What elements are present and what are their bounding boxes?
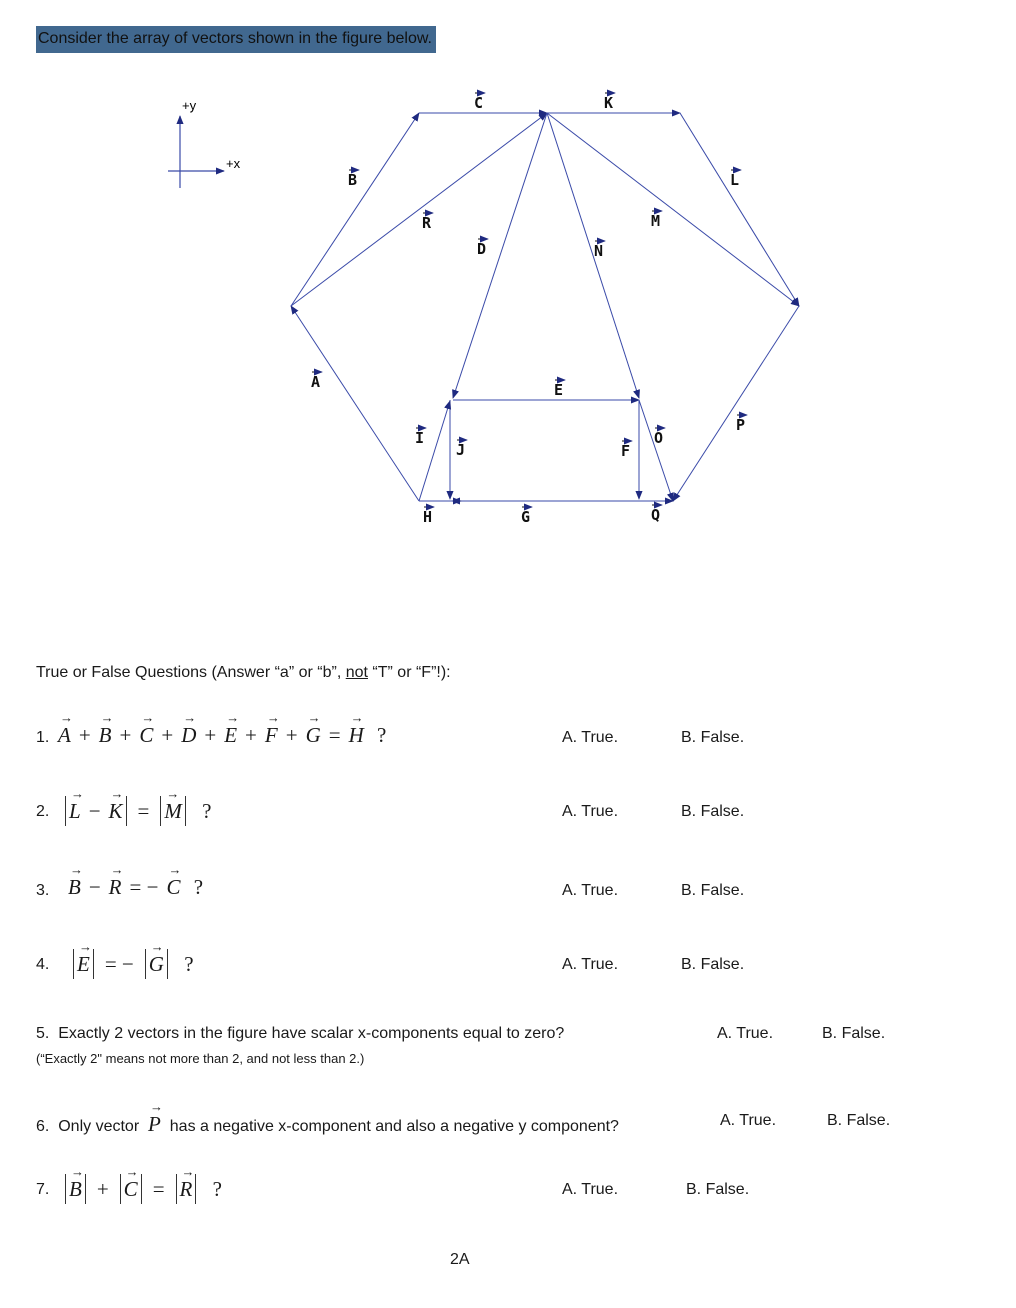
question-3-expression: → B −→ R = −→ C ? — [68, 875, 211, 900]
question-5-note: (“Exactly 2" means not more than 2, and not less than 2.) — [36, 1051, 365, 1066]
y-axis-label: +y — [182, 98, 197, 113]
question-4-false[interactable]: B. False. — [681, 956, 745, 973]
label-f — [621, 441, 632, 460]
vector-figure — [0, 0, 1016, 620]
vector-b — [291, 113, 419, 306]
question-5-false[interactable]: B. False. — [822, 1025, 886, 1042]
label-o — [654, 428, 665, 447]
question-3-true[interactable]: A. True. — [562, 882, 619, 899]
question-1-false[interactable]: B. False. — [681, 729, 745, 746]
svg-text:C: C — [474, 94, 484, 112]
vector-labels — [311, 93, 747, 526]
label-p — [736, 415, 747, 434]
question-5-text: 5. Exactly 2 vectors in the figure have scalar x-components equal to zero? — [36, 1025, 565, 1042]
label-l — [730, 170, 741, 189]
question-6-text: 6. Only vector → P has a negative x-component and also a negative y component? — [36, 1112, 619, 1137]
svg-text:J: J — [456, 441, 466, 459]
svg-text:M: M — [651, 212, 661, 230]
instructions: True or False Questions (Answer “a” or “b”, not “T” or “F”!): — [36, 664, 451, 681]
label-m — [651, 211, 662, 230]
x-axis-label: +x — [226, 156, 241, 171]
label-d — [477, 239, 488, 258]
svg-text:N: N — [594, 242, 604, 260]
vector-l — [680, 113, 799, 306]
prompt-highlight: Consider the array of vectors shown in the figure below. — [36, 26, 436, 53]
svg-text:F: F — [621, 442, 631, 460]
svg-text:D: D — [477, 240, 487, 258]
label-b — [348, 170, 359, 189]
question-1-number: 1. — [36, 729, 50, 746]
label-h — [423, 507, 434, 526]
question-4-expression: → E = −→ G ? — [70, 949, 202, 979]
vector-d — [453, 113, 547, 398]
question-3-false[interactable]: B. False. — [681, 882, 745, 899]
question-3-number: 3. — [36, 882, 50, 899]
question-4-number: 4. — [36, 956, 50, 973]
label-n — [594, 241, 605, 260]
vector-o — [639, 400, 673, 501]
svg-text:I: I — [415, 429, 425, 447]
question-7-false[interactable]: B. False. — [686, 1181, 750, 1198]
vector-m — [547, 113, 799, 306]
question-2-true[interactable]: A. True. — [562, 803, 619, 820]
label-g — [521, 507, 532, 526]
label-k — [604, 93, 615, 112]
question-7-true[interactable]: A. True. — [562, 1181, 619, 1198]
svg-text:R: R — [422, 214, 432, 232]
vectors — [291, 113, 799, 501]
question-6-true[interactable]: A. True. — [720, 1112, 777, 1129]
question-2-expression: → L −→ K =→ M ? — [62, 796, 219, 826]
label-a — [311, 372, 322, 391]
vector-n — [547, 113, 639, 398]
vector-r — [291, 113, 547, 306]
svg-text:L: L — [730, 171, 740, 189]
question-4-true[interactable]: A. True. — [562, 956, 619, 973]
svg-text:E: E — [554, 381, 564, 399]
svg-text:O: O — [654, 429, 664, 447]
svg-text:G: G — [521, 508, 531, 526]
question-6-false[interactable]: B. False. — [827, 1112, 891, 1129]
axes — [168, 116, 224, 188]
vector-p-symbol: → P — [148, 1112, 161, 1137]
svg-text:K: K — [604, 94, 614, 112]
question-1-expression: → A +→ B +→ C +→ D +→ E +→ F +→ G =→ H ? — [58, 723, 394, 748]
question-7-expression: → B +→ C =→ R ? — [62, 1174, 230, 1204]
label-q — [651, 505, 662, 524]
label-c — [474, 93, 485, 112]
label-e — [554, 380, 565, 399]
question-7-number: 7. — [36, 1181, 50, 1198]
label-j — [456, 440, 467, 459]
label-i — [415, 428, 426, 447]
question-5-true[interactable]: A. True. — [717, 1025, 774, 1042]
page-number: 2A — [450, 1251, 470, 1268]
svg-text:H: H — [423, 508, 433, 526]
svg-text:P: P — [736, 416, 746, 434]
vector-a — [291, 306, 419, 501]
vector-p — [673, 306, 799, 501]
vector-i — [419, 401, 450, 501]
label-r — [422, 213, 433, 232]
svg-text:Q: Q — [651, 506, 661, 524]
question-1-true[interactable]: A. True. — [562, 729, 619, 746]
question-2-number: 2. — [36, 803, 50, 820]
svg-text:B: B — [348, 171, 358, 189]
question-2-false[interactable]: B. False. — [681, 803, 745, 820]
svg-text:A: A — [311, 373, 321, 391]
